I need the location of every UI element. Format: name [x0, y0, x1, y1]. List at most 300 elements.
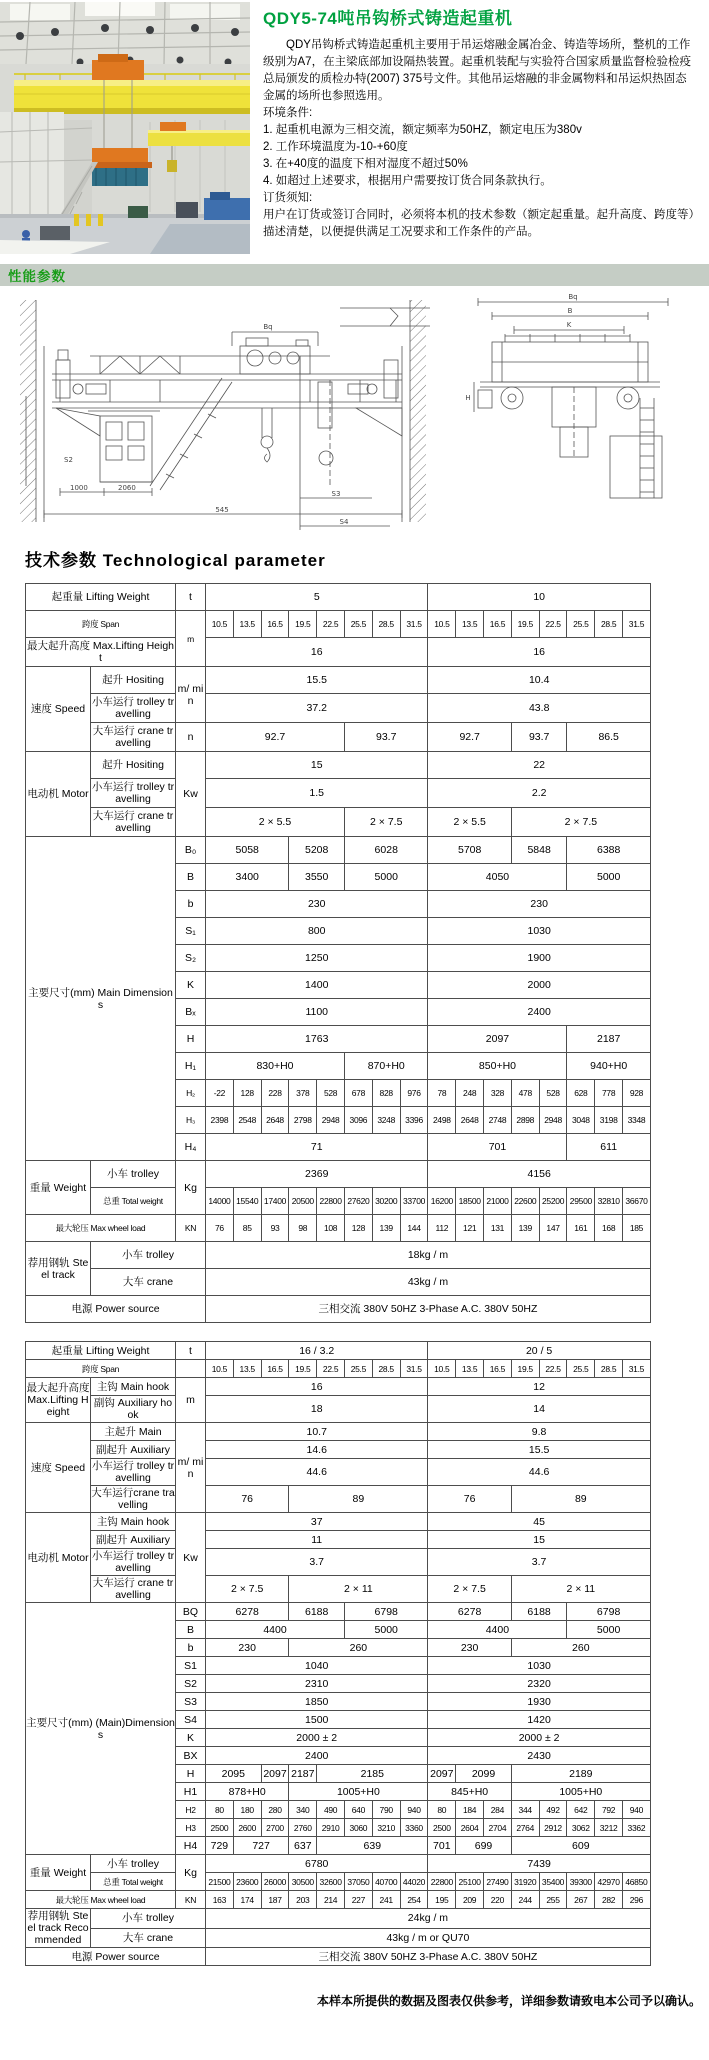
endview-label-b: B — [567, 307, 573, 315]
env-conditions-title: 环境条件: — [263, 107, 313, 119]
table-cell: 28.5 — [595, 611, 623, 638]
table-cell: 2.2 — [428, 779, 650, 808]
table-cell: 7439 — [428, 1855, 650, 1873]
table-cell: S1 — [176, 1657, 206, 1675]
table-cell: 121 — [456, 1215, 484, 1242]
table-cell: 16 / 3.2 — [206, 1342, 428, 1360]
table-cell: 940+H0 — [567, 1053, 650, 1080]
table-cell: 92.7 — [428, 723, 511, 752]
table-cell: 14000 — [206, 1188, 234, 1215]
table-cell: -22 — [206, 1080, 234, 1107]
dim-label-2060: 2060 — [118, 484, 136, 492]
table-cell: 43kg / m or QU70 — [206, 1928, 651, 1948]
table-cell: 小车运行 trolley travelling — [91, 779, 176, 808]
table-cell: 速度 Speed — [26, 667, 91, 752]
table-cell: 1030 — [428, 918, 650, 945]
table-cell: 31.5 — [622, 1360, 650, 1378]
table-cell: 10.7 — [206, 1423, 428, 1441]
table-cell: 6388 — [567, 837, 650, 864]
table-cell: 19.5 — [511, 611, 539, 638]
table-cell: 6798 — [344, 1603, 427, 1621]
table-cell: 2398 — [206, 1107, 234, 1134]
table-cell: 2 × 5.5 — [206, 808, 345, 837]
table-cell: 2604 — [456, 1819, 484, 1837]
table-cell: 2760 — [289, 1819, 317, 1837]
table-cell: 528 — [539, 1080, 567, 1107]
table-cell: 2097 — [261, 1765, 289, 1783]
table-cell: KN — [176, 1891, 206, 1909]
table-cell: 小车 trolley — [91, 1242, 206, 1269]
table-cell: 18 — [206, 1396, 428, 1423]
table-cell: 15 — [428, 1531, 650, 1549]
table-cell: 699 — [456, 1837, 512, 1855]
table-cell: 9.8 — [428, 1423, 650, 1441]
table-cell: 4400 — [428, 1621, 567, 1639]
table-cell: 19.5 — [289, 1360, 317, 1378]
table-cell: 78 — [428, 1080, 456, 1107]
workshop-photo-illustration — [0, 2, 250, 254]
table-cell: 18500 — [456, 1188, 484, 1215]
table-cell: 大车 crane — [91, 1928, 206, 1948]
table-cell: 878+H0 — [206, 1783, 289, 1801]
dim-label-545: 545 — [215, 506, 229, 514]
table-cell: 2948 — [317, 1107, 345, 1134]
table-cell: 大车 crane — [91, 1269, 206, 1296]
table-cell: S₂ — [176, 945, 206, 972]
table-cell: 92.7 — [206, 723, 345, 752]
table-cell: 2 × 11 — [289, 1576, 428, 1603]
table-cell: 2764 — [511, 1819, 539, 1837]
table-cell: 26000 — [261, 1873, 289, 1891]
table-cell: 1.5 — [206, 779, 428, 808]
table-cell: n — [176, 723, 206, 752]
table-cell: 荐用钢轨 Steel track Recommended — [27, 1910, 89, 1946]
table-cell: 最大轮压 Max wheel load — [26, 1215, 176, 1242]
table-cell: 1040 — [206, 1657, 428, 1675]
table-cell: 2548 — [233, 1107, 261, 1134]
table-cell: H3 — [176, 1819, 206, 1837]
table-cell: 44020 — [400, 1873, 428, 1891]
table-cell: 主要尺寸(mm) Main Dimensions — [26, 837, 176, 1161]
table-cell: 21500 — [206, 1873, 234, 1891]
table-cell: Kg — [176, 1161, 206, 1215]
table-cell: 267 — [567, 1891, 595, 1909]
table-cell: 248 — [456, 1080, 484, 1107]
table-cell: 2700 — [261, 1819, 289, 1837]
table-cell: 3348 — [623, 1107, 651, 1134]
table-cell: 2310 — [206, 1675, 428, 1693]
table-cell: 16200 — [428, 1188, 456, 1215]
table-cell: 19.5 — [289, 611, 317, 638]
table-cell: Kg — [176, 1855, 206, 1891]
workshop-photo — [0, 2, 250, 254]
table-cell: 3362 — [622, 1819, 650, 1837]
table-cell: m — [176, 611, 206, 667]
table-cell: 31.5 — [400, 611, 428, 638]
table-cell: 小车运行 trolley travelling — [91, 1460, 175, 1484]
table-cell: 5000 — [567, 864, 650, 891]
table-cell: 80 — [428, 1801, 456, 1819]
table-cell: 2600 — [233, 1819, 261, 1837]
table-cell: 490 — [317, 1801, 345, 1819]
table-cell: 209 — [456, 1891, 484, 1909]
table-cell: 284 — [484, 1801, 512, 1819]
table-cell: 128 — [344, 1215, 372, 1242]
table-cell: 大车运行 crane travelling — [91, 723, 176, 752]
table-cell: 12 — [428, 1378, 650, 1396]
table-cell: 203 — [289, 1891, 317, 1909]
table-cell: B — [176, 1621, 206, 1639]
table-cell: 小车运行 trolley travelling — [91, 1550, 175, 1574]
table-cell: 19.5 — [511, 1360, 539, 1378]
table-cell: 2320 — [428, 1675, 650, 1693]
table-cell: 27490 — [484, 1873, 512, 1891]
table-cell: 1420 — [428, 1711, 650, 1729]
table-cell: 22.5 — [317, 1360, 345, 1378]
table-cell: 1100 — [206, 999, 428, 1026]
table-cell: 32810 — [595, 1188, 623, 1215]
table-cell: S2 — [176, 1675, 206, 1693]
table-cell: S3 — [176, 1693, 206, 1711]
table-cell: 21000 — [484, 1188, 512, 1215]
table-cell: 三相交流 380V 50HZ 3-Phase A.C. 380V 50HZ — [206, 1296, 651, 1323]
table-cell: 32600 — [317, 1873, 345, 1891]
table-cell: 76 — [206, 1215, 234, 1242]
table-cell: 电动机 Motor — [26, 1513, 91, 1603]
table-cell: 44.6 — [428, 1459, 650, 1486]
dim-label-s3: S3 — [331, 490, 341, 498]
table-cell: 220 — [484, 1891, 512, 1909]
footer-note: 本样本所提供的数据及图表仅供参考，详细参数请致电本公司予以确认。 — [316, 1994, 701, 2008]
table-cell: 15.5 — [206, 667, 428, 694]
table-cell: 5708 — [428, 837, 511, 864]
section-banner-label: 性能参数 — [8, 269, 66, 284]
product-title: QDY5-74吨吊钩桥式铸造起重机 — [263, 9, 513, 28]
table-cell: 3062 — [567, 1819, 595, 1837]
table-cell: 副起升 Auxiliary — [91, 1441, 176, 1459]
table-cell: 2400 — [428, 999, 650, 1026]
table-cell: 3096 — [344, 1107, 372, 1134]
table-cell: 163 — [206, 1891, 234, 1909]
table-cell: 89 — [511, 1486, 650, 1513]
table-cell: 1850 — [206, 1693, 428, 1711]
table-cell: 727 — [233, 1837, 289, 1855]
table-cell: 184 — [456, 1801, 484, 1819]
table-cell: 总重 Total weight — [91, 1873, 176, 1891]
table-cell: 86.5 — [567, 723, 650, 752]
table-cell: 18kg / m — [206, 1242, 651, 1269]
table-cell: 起重量 Lifting Weight — [26, 584, 176, 611]
table-cell: 10.4 — [428, 667, 650, 694]
table-cell: 13.5 — [233, 1360, 261, 1378]
table-cell: 25.5 — [567, 611, 595, 638]
table-cell: 792 — [595, 1801, 623, 1819]
table-cell: 11 — [206, 1531, 428, 1549]
table-cell: 2000 ± 2 — [428, 1729, 650, 1747]
table-cell: t — [176, 584, 206, 611]
table-cell: 2097 — [428, 1026, 567, 1053]
table-cell: 22800 — [428, 1873, 456, 1891]
table-cell: 16 — [428, 638, 650, 667]
table-cell: 71 — [206, 1134, 428, 1161]
table-cell: H — [176, 1026, 206, 1053]
table-cell: 35400 — [539, 1873, 567, 1891]
table-cell: H2 — [176, 1801, 206, 1819]
table-cell: 20 / 5 — [428, 1342, 650, 1360]
table-cell: b — [176, 1639, 206, 1657]
table-cell: 940 — [400, 1801, 428, 1819]
table-cell: 701 — [428, 1134, 567, 1161]
table-cell: 4156 — [428, 1161, 650, 1188]
table-cell: 46850 — [622, 1873, 650, 1891]
table-cell: 16.5 — [261, 611, 289, 638]
table-cell: 33700 — [400, 1188, 428, 1215]
table-cell: 42970 — [595, 1873, 623, 1891]
table-cell: 637 — [289, 1837, 317, 1855]
table-cell: 2095 — [206, 1765, 262, 1783]
table-cell: 128 — [233, 1080, 261, 1107]
table-cell: 2400 — [206, 1747, 428, 1765]
table-cell: 28.5 — [372, 611, 400, 638]
table-cell: 161 — [567, 1215, 595, 1242]
table-cell: 131 — [484, 1215, 512, 1242]
table-cell: 93 — [261, 1215, 289, 1242]
table-cell: BX — [176, 1747, 206, 1765]
table-cell: 928 — [623, 1080, 651, 1107]
table-cell: 30200 — [372, 1188, 400, 1215]
table-cell: 850+H0 — [428, 1053, 567, 1080]
table-cell: 2 × 7.5 — [206, 1576, 289, 1603]
dim-label-s4: S4 — [339, 518, 349, 526]
table-cell: B₀ — [176, 837, 206, 864]
table-cell: H4 — [176, 1837, 206, 1855]
table-cell: 344 — [511, 1801, 539, 1819]
table-cell: 5058 — [206, 837, 289, 864]
table-cell: 25.5 — [344, 1360, 372, 1378]
table-cell: 10.5 — [206, 1360, 234, 1378]
table-cell: 478 — [511, 1080, 539, 1107]
table-cell: 5000 — [344, 864, 427, 891]
table-cell: 940 — [622, 1801, 650, 1819]
table-cell: 640 — [344, 1801, 372, 1819]
table-cell: 2910 — [317, 1819, 345, 1837]
table-cell: 340 — [289, 1801, 317, 1819]
table-cell: 328 — [484, 1080, 512, 1107]
table-cell: 260 — [511, 1639, 650, 1657]
table-cell: 29500 — [567, 1188, 595, 1215]
endview-label-k: K — [566, 321, 572, 329]
table-cell: 3048 — [567, 1107, 595, 1134]
table-cell: 2898 — [511, 1107, 539, 1134]
table-cell: 主钩 Main hook — [91, 1513, 176, 1531]
table-cell: 228 — [261, 1080, 289, 1107]
table-cell: 3.7 — [428, 1549, 650, 1576]
table-cell: 23600 — [233, 1873, 261, 1891]
table-cell: 5000 — [567, 1621, 650, 1639]
table-cell: 639 — [317, 1837, 428, 1855]
table-cell: BQ — [176, 1603, 206, 1621]
table-cell: 15540 — [233, 1188, 261, 1215]
table-cell: 37050 — [344, 1873, 372, 1891]
table-cell: 三相交流 380V 50HZ 3-Phase A.C. 380V 50HZ — [206, 1948, 651, 1966]
table-cell: 14.6 — [206, 1441, 428, 1459]
table-cell: 180 — [233, 1801, 261, 1819]
table-cell: H₃ — [176, 1107, 206, 1134]
table-cell: 小车 trolley — [91, 1909, 206, 1929]
table-cell: 108 — [317, 1215, 345, 1242]
table-cell: 6188 — [289, 1603, 345, 1621]
table-cell: 609 — [511, 1837, 650, 1855]
table-cell: 280 — [261, 1801, 289, 1819]
product-description — [263, 37, 695, 241]
table-cell: 16 — [206, 1378, 428, 1396]
table-cell: 98 — [289, 1215, 317, 1242]
table-cell: 678 — [344, 1080, 372, 1107]
table-cell: 小车 trolley — [91, 1161, 176, 1188]
table-cell: 6028 — [344, 837, 427, 864]
table-cell: 5208 — [289, 837, 345, 864]
table-cell: 1005+H0 — [511, 1783, 650, 1801]
table-cell: 小车运行 trolley travelling — [91, 694, 176, 723]
table-cell: 6278 — [206, 1603, 289, 1621]
table-cell: 870+H0 — [344, 1053, 427, 1080]
table-cell: 22.5 — [539, 1360, 567, 1378]
table-cell: 187 — [261, 1891, 289, 1909]
dim-label-bq: Bq — [263, 323, 273, 331]
table-cell: 93.7 — [344, 723, 427, 752]
table-cell: 2 × 7.5 — [428, 1576, 511, 1603]
table-cell: 31.5 — [400, 1360, 428, 1378]
table-cell: 976 — [400, 1080, 428, 1107]
table-cell: 44.6 — [206, 1459, 428, 1486]
table-cell: 254 — [400, 1891, 428, 1909]
table-cell: 260 — [289, 1639, 428, 1657]
table-cell: 22600 — [511, 1188, 539, 1215]
table-cell: 37.2 — [206, 694, 428, 723]
table-cell: 25.5 — [567, 1360, 595, 1378]
table-cell: S₁ — [176, 918, 206, 945]
table-cell: 30500 — [289, 1873, 317, 1891]
table-cell: 2 × 7.5 — [344, 808, 427, 837]
table-cell: 28.5 — [372, 1360, 400, 1378]
table-cell: 2798 — [289, 1107, 317, 1134]
table-cell: 主要尺寸(mm) (Main)Dimensions — [26, 1603, 176, 1855]
table-cell: 电源 Power source — [26, 1296, 206, 1323]
table-cell: 16.5 — [484, 1360, 512, 1378]
table-cell: 3396 — [400, 1107, 428, 1134]
table-cell: 2912 — [539, 1819, 567, 1837]
table-cell: 230 — [428, 1639, 511, 1657]
table-cell: 2099 — [456, 1765, 512, 1783]
table-cell: 16 — [206, 638, 428, 667]
table-cell: 大车运行 crane travelling — [91, 808, 176, 837]
table-cell: 10.5 — [428, 611, 456, 638]
table-cell: 2 × 7.5 — [511, 808, 650, 837]
table-cell: 3210 — [372, 1819, 400, 1837]
description-paragraph: QDY吊钩桥式铸造起重机主要用于吊运熔融金属冶金、铸造等场所，整机的工作级别为A7，在主梁底部加设隔热装置。起重机装配与实验符合国家质量监督检验检疫总局颁发的质检办特(2007) 375号文件。其他吊运熔融的非金属物料和吊运炽热固态金属的场所也参照选用。 — [263, 39, 692, 102]
dim-label-s2: S2 — [64, 456, 73, 464]
table-cell: 1030 — [428, 1657, 650, 1675]
table-cell: 3400 — [206, 864, 289, 891]
table-cell: 174 — [233, 1891, 261, 1909]
table-cell: 副起升 Auxiliary — [91, 1531, 176, 1549]
table-cell: 14 — [428, 1396, 650, 1423]
table-cell: 最大起升高度 Max.Lifting Height — [26, 1378, 91, 1423]
table-cell: 10 — [428, 584, 650, 611]
table-cell: 31.5 — [623, 611, 651, 638]
table-cell: 2185 — [317, 1765, 428, 1783]
env-item-4: 4. 如超过上述要求，根据用户需要按订货合同条款执行。 — [263, 175, 552, 187]
table-cell: 15.5 — [428, 1441, 650, 1459]
table-cell: 大车运行crane travelling — [91, 1487, 175, 1511]
table-cell: 重量 Weight — [26, 1855, 91, 1891]
tech-parameters-heading: 技术参数 Technological parameter — [25, 551, 326, 570]
table-cell: 2000 — [428, 972, 650, 999]
table-cell: 22.5 — [539, 611, 567, 638]
table-cell: 76 — [428, 1486, 511, 1513]
table-cell: 2 × 5.5 — [428, 808, 511, 837]
table-cell: 255 — [539, 1891, 567, 1909]
table-cell: 195 — [428, 1891, 456, 1909]
env-item-2: 2. 工作环境温度为-10-+60度 — [263, 141, 408, 153]
table-cell: 25200 — [539, 1188, 567, 1215]
table-cell: m — [176, 1378, 206, 1423]
table-cell: Kw — [176, 752, 206, 837]
table-cell: 22.5 — [317, 611, 345, 638]
table-cell: 830+H0 — [206, 1053, 345, 1080]
table-cell: H1 — [176, 1783, 206, 1801]
spec-table-16-20t — [25, 1341, 651, 1966]
order-notes-text: 用户在订货或签订合同时，必须将本机的技术参数（额定起重量。起升高度、跨度等）描述清楚，以便提供满足工况要求和工作条件的产品。 — [263, 209, 695, 238]
spec-table-5-10t — [25, 583, 651, 1323]
table-cell: 1763 — [206, 1026, 428, 1053]
table-cell: 2 × 11 — [511, 1576, 650, 1603]
table-cell: 总重 Total weight — [91, 1188, 176, 1215]
table-cell: 荐用钢轨 Steel track — [26, 1242, 91, 1296]
table-cell: t — [176, 1342, 206, 1360]
table-cell: 2187 — [567, 1026, 650, 1053]
table-cell: 大车运行 crane travelling — [91, 1576, 176, 1603]
table-cell: 2500 — [206, 1819, 234, 1837]
crane-outline-drawing — [0, 286, 709, 538]
table-cell: 22 — [428, 752, 650, 779]
table-cell: 241 — [372, 1891, 400, 1909]
table-cell: 电动机 Motor — [26, 752, 91, 837]
table-cell: H₄ — [176, 1134, 206, 1161]
table-cell: 起升 Hositing — [91, 752, 176, 779]
table-cell: 3248 — [372, 1107, 400, 1134]
table-cell: 282 — [595, 1891, 623, 1909]
table-cell: 6188 — [511, 1603, 567, 1621]
table-cell: 15 — [206, 752, 428, 779]
table-cell: 3360 — [400, 1819, 428, 1837]
table-cell: 电源 Power source — [26, 1948, 206, 1966]
table-cell: 主起升 Main — [91, 1423, 176, 1441]
table-cell: 93.7 — [511, 723, 567, 752]
table-cell: 845+H0 — [428, 1783, 511, 1801]
table-cell: 214 — [317, 1891, 345, 1909]
table-cell: 3212 — [595, 1819, 623, 1837]
table-cell: 139 — [511, 1215, 539, 1242]
table-cell: 4050 — [428, 864, 567, 891]
table-cell: 2500 — [428, 1819, 456, 1837]
table-cell: 24kg / m — [206, 1909, 651, 1929]
table-cell: 最大轮压 Max wheel load — [26, 1891, 176, 1909]
table-cell: 39300 — [567, 1873, 595, 1891]
table-cell: 6780 — [206, 1855, 428, 1873]
section-banner — [0, 264, 709, 286]
table-cell: Bₓ — [176, 999, 206, 1026]
